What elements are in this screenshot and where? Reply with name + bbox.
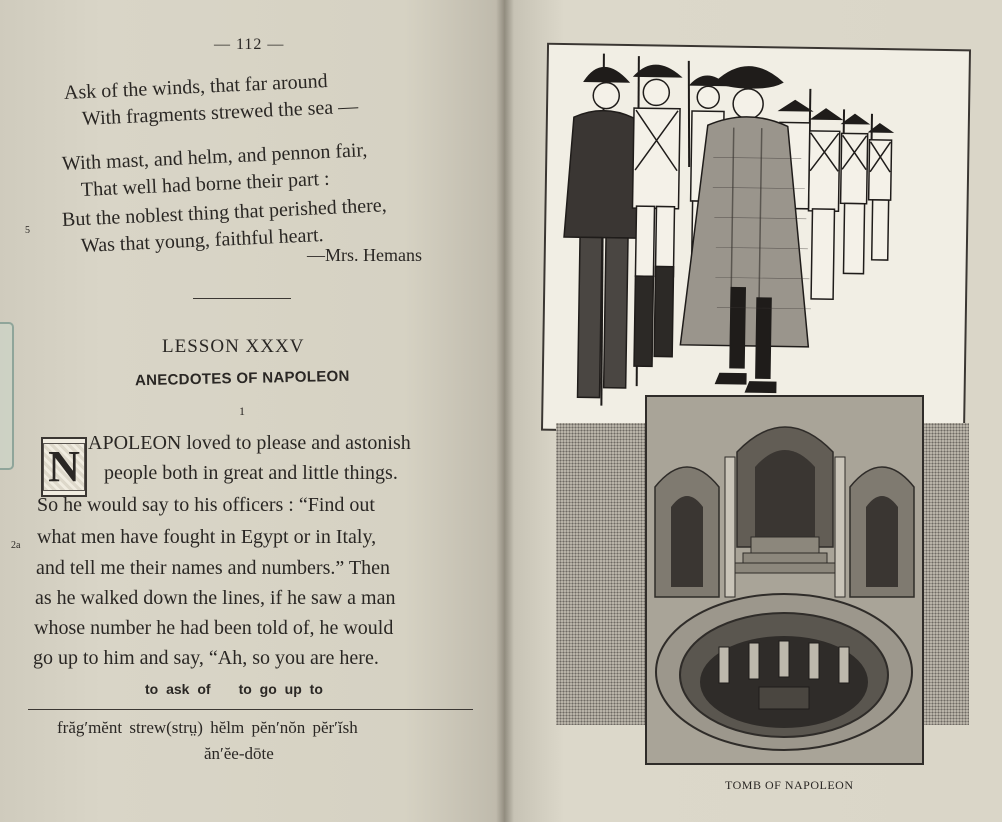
poem-line: Ask of the winds, that far around <box>63 70 329 104</box>
tomb-illustration <box>645 395 924 765</box>
soldiers-illustration <box>541 43 971 438</box>
footnote-rule <box>28 709 473 710</box>
line-marker: 5 <box>25 225 30 236</box>
pronunciation-line: frăg′mĕnt strew(strṳ) hĕlm pĕn′nŏn pĕr′ĭsh <box>57 718 358 737</box>
poem-line: With fragments strewed the sea — <box>81 95 359 130</box>
poem-line: But the noblest thing that perished there, <box>61 194 388 231</box>
poem-line: With mast, and helm, and pennon fair, <box>61 139 368 175</box>
paragraph-line: people both in great and little things. <box>104 462 398 484</box>
paragraph-line: and tell me their names and numbers.” Then <box>36 557 390 579</box>
soldiers-drawing <box>543 45 969 436</box>
paragraph-line: as he walked down the lines, if he saw a man <box>35 587 396 609</box>
lesson-heading: LESSON XXXV <box>162 336 305 357</box>
gloss-phrase: to ask of <box>145 681 211 697</box>
paragraph-line: whose number he had been told of, he would <box>34 617 394 639</box>
paragraph-line: APOLEON loved to please and astonish <box>88 432 411 454</box>
page-number: — 112 — <box>214 36 285 53</box>
poem-author: —Mrs. Hemans <box>307 245 422 265</box>
poem-line: Was that young, faithful heart. <box>80 223 325 257</box>
paragraph-line: go up to him and say, “Ah, so you are here. <box>33 647 379 669</box>
gloss-phrases <box>145 681 323 697</box>
section-number: 1 <box>239 404 245 418</box>
article-title: ANECDOTES OF NAPOLEON <box>134 367 350 390</box>
paragraph-line: So he would say to his officers : “Find out <box>37 494 375 516</box>
drop-cap: N <box>41 437 87 497</box>
paragraph-line: what men have fought in Egypt or in Italy, <box>37 526 377 548</box>
book-gutter <box>496 0 514 822</box>
line-marker: 2a <box>11 540 21 551</box>
illustration-caption: TOMB OF NAPOLEON <box>725 778 854 792</box>
paper-clip <box>0 322 14 470</box>
poem-line: That well had borne their part : <box>80 167 331 201</box>
pronunciation-line: ăn′ĕe-dōte <box>204 744 274 763</box>
gloss-phrase: to go up to <box>238 681 323 697</box>
tomb-drawing <box>647 397 922 763</box>
section-divider <box>193 298 291 299</box>
